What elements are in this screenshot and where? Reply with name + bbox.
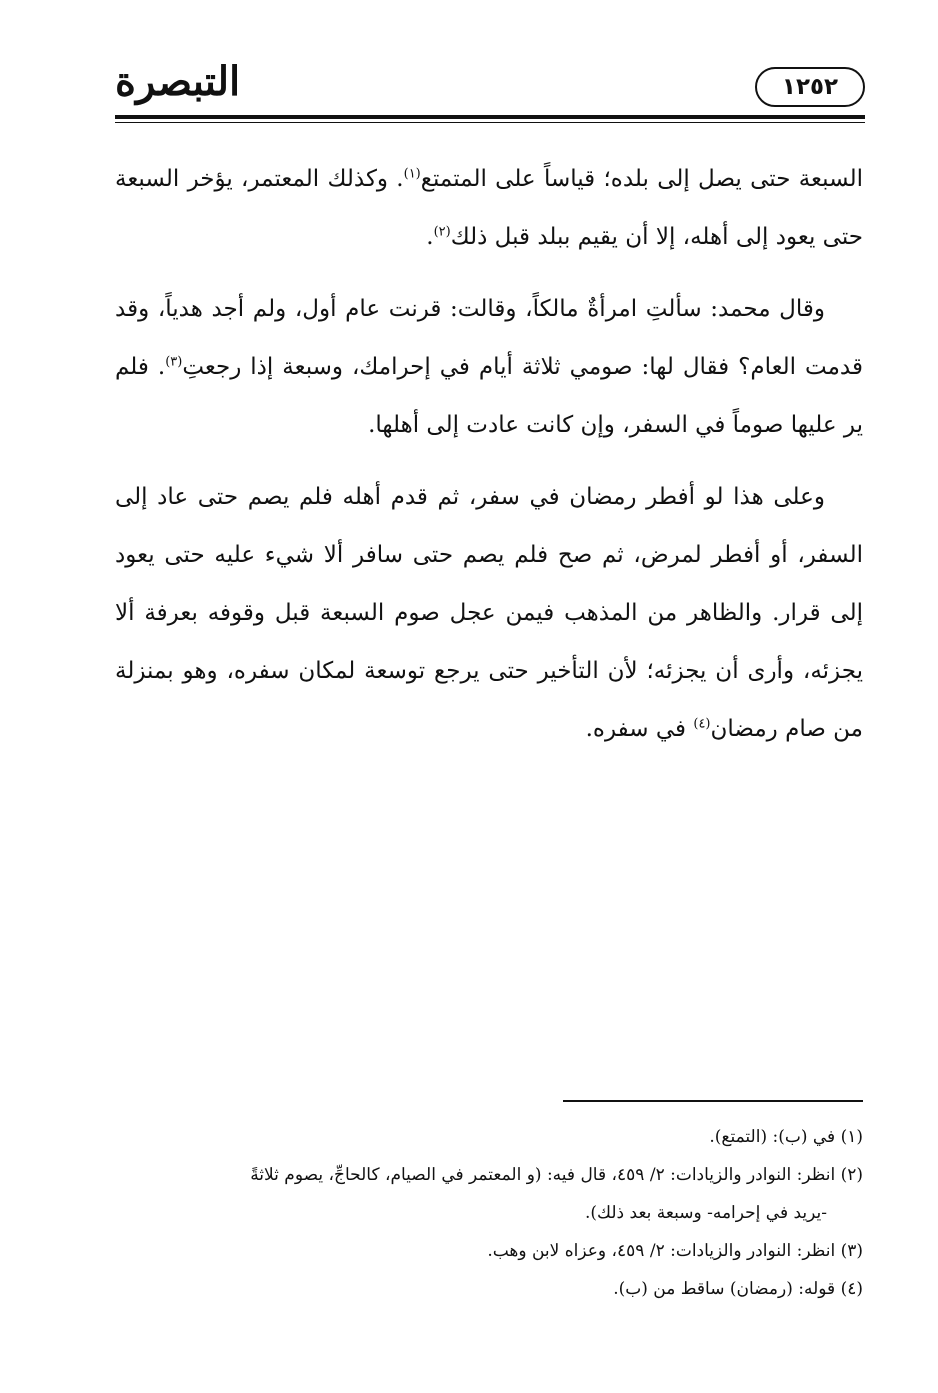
footnote-2-line-2: -يريد في إحرامه- وسبعة بعد ذلك). <box>585 1203 827 1223</box>
book-title-logo: التبصرة <box>115 58 241 105</box>
footnote-1: (١) في (ب): (التمتع). <box>709 1127 863 1147</box>
page-header <box>115 55 865 130</box>
footnote-ref-1: (١) <box>403 166 421 182</box>
text-segment: . فلم ير عليها صوماً في السفر، وإن كانت عادت إلى أهلها. <box>115 354 863 438</box>
footnote-ref-2: (٢) <box>433 224 451 240</box>
footnotes <box>115 1118 863 1308</box>
text-segment: في سفره. <box>585 716 694 742</box>
text-segment: . وكذلك المعتمر، يؤخر السبعة حتى يعود إلى أهله، إلا أن يقيم ببلد قبل ذلك <box>115 166 863 250</box>
paragraph-2 <box>115 280 863 454</box>
footnote-2-line-1: (٢) انظر: النوادر والزيادات: ٢/ ٤٥٩، قال فيه: (و المعتمر في الصيام، كالحاجِّ، يصوم ثلاثةً <box>250 1165 863 1185</box>
text-segment: وقال محمد: سألتِ امرأةٌ مالكاً، وقالت: قرنت عام أول، ولم أجد هدياً، وقد قدمت العام؟ فقال لها: صومي ثلاثة أيام في إحرامك، وسبعة إذا رجعتِ <box>115 296 863 380</box>
header-rule-thin <box>115 122 865 123</box>
footnote-ref-4: (٤) <box>693 716 711 732</box>
footnote-4: (٤) قوله: (رمضان) ساقط من (ب). <box>613 1279 863 1299</box>
header-rule <box>115 115 865 119</box>
text-segment: وعلى هذا لو أفطر رمضان في سفر، ثم قدم أهله فلم يصم حتى عاد إلى السفر، أو أفطر لمرض، ثم صح فلم يصم حتى سافر ألا شيء عليه حتى يعود إلى قرار. والظاهر من المذهب فيمن عجل صوم السبعة قبل وقوفه بعرفة ألا يجزئه، وأرى أن يجزئه؛ لأن التأخير حتى يرجع توسعة لمكان سفره، وهو بمنزلة من صام رمضان <box>115 484 863 742</box>
paragraph-1 <box>115 150 863 266</box>
text-segment: السبعة حتى يصل إلى بلده؛ قياساً على المتمتع <box>420 166 863 192</box>
footnote-3: (٣) انظر: النوادر والزيادات: ٢/ ٤٥٩، وعزاه لابن وهب. <box>487 1241 863 1261</box>
footnote-ref-3: (٣) <box>165 354 183 370</box>
text-segment: . <box>426 224 434 250</box>
footnote-separator <box>563 1100 863 1102</box>
page-number-badge <box>755 67 865 107</box>
main-text <box>115 150 863 772</box>
footnote-2 <box>115 1156 863 1232</box>
paragraph-3 <box>115 468 863 758</box>
page-number: ١٢٥٢ <box>781 74 839 100</box>
